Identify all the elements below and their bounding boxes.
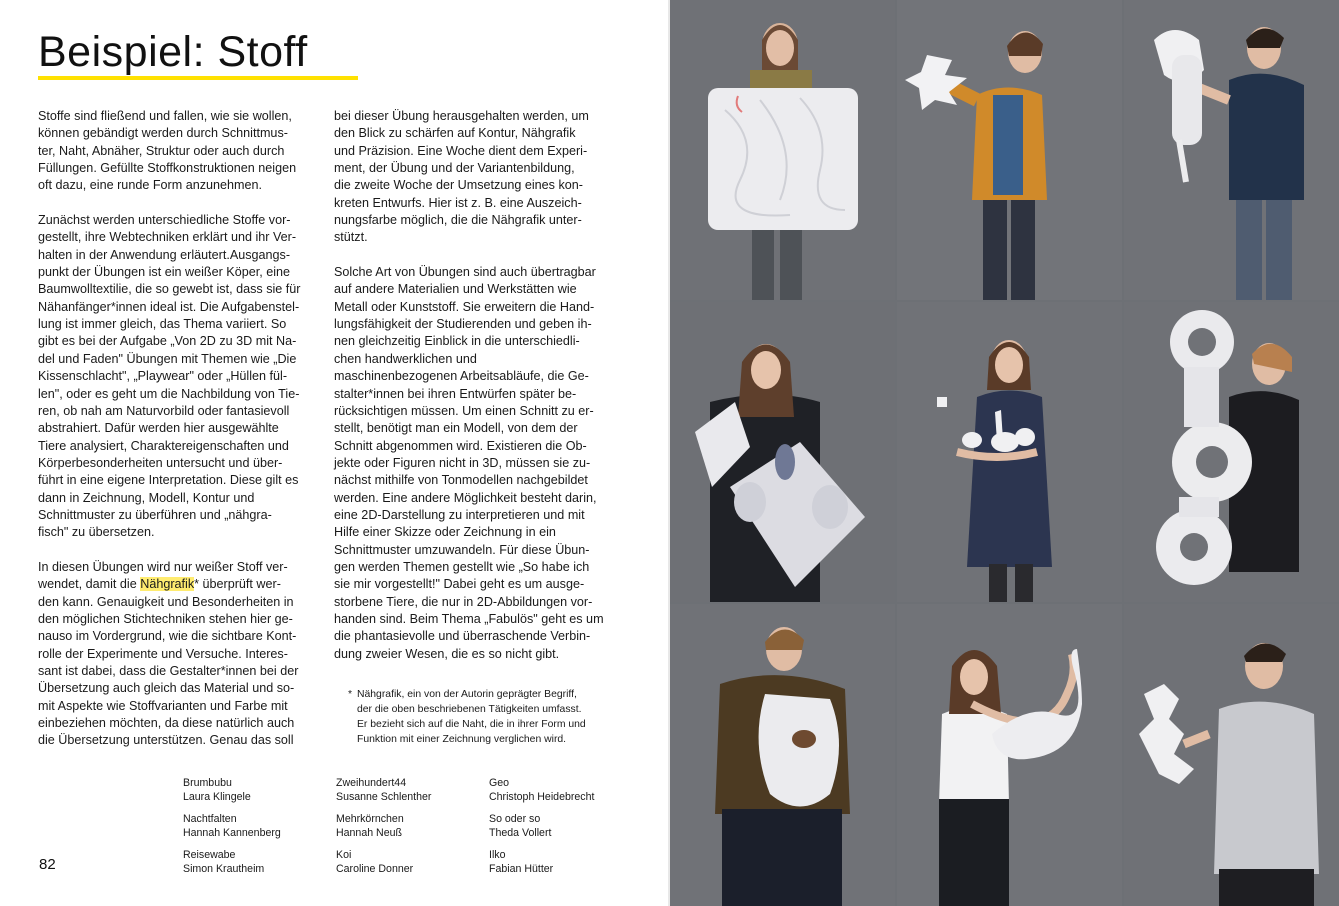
text-line: ren, ob nah am Naturvorbild oder fantasievoll — [38, 403, 290, 418]
credit-entry — [336, 812, 476, 840]
title-underline — [38, 76, 358, 80]
credit-entry — [183, 848, 323, 876]
photo-zweihundert44 — [897, 0, 1122, 300]
footnote-line: Er bezieht sich auf die Naht, die in ihrer Form und — [357, 719, 586, 730]
text-line: eine 2D-Darstellung zu interpretieren und mit — [334, 507, 585, 522]
text-line: stützt. — [334, 230, 368, 245]
text-line — [38, 195, 326, 212]
photo-ilko — [1124, 604, 1339, 906]
text-line: Baumwolltextilie, die so gewebt ist, dass sie für — [38, 282, 301, 297]
page-title: Beispiel: Stoff — [38, 28, 308, 76]
text-line: Tiere analysiert, Charaktereigenschaften und — [38, 438, 289, 453]
credit-entry — [183, 776, 323, 804]
text-line: Körperbesonderheiten untersucht und über- — [38, 455, 283, 470]
credit-title: Ilko — [489, 849, 506, 861]
text-line: fisch" zu übersetzen. — [38, 525, 155, 540]
credit-name: Fabian Hütter — [489, 863, 554, 875]
text-line: abstrahiert. Dafür werden hier ausgewählte — [38, 421, 279, 436]
text-line: dann in Zeichnung, Modell, Kontur und — [38, 490, 255, 505]
credit-name: Hannah Neuß — [336, 827, 402, 839]
text-line: die zweite Woche der Umsetzung eines kon- — [334, 178, 583, 193]
photo-brumbubu — [670, 0, 895, 300]
footnote — [348, 687, 619, 747]
text-line: den kann. Genauigkeit und Besonderheiten in — [38, 594, 294, 609]
credit-title: Geo — [489, 777, 510, 789]
credit-title: Brumbubu — [183, 777, 232, 789]
credit-name: Laura Klingele — [183, 791, 251, 803]
text-line: Füllungen. Gefüllte Stoffkonstruktionen neigen — [38, 161, 297, 176]
credit-title: Reisewabe — [183, 849, 236, 861]
text-line: bei dieser Übung herausgehalten werden, um — [334, 109, 589, 123]
credit-entry — [489, 776, 629, 804]
column-1-end-lines — [38, 594, 326, 750]
naehgrafik-highlight: Nähgrafik — [140, 577, 195, 592]
credit-name: Susanne Schlenther — [336, 791, 432, 803]
text-line: einbeziehen möchten, da diese natürlich auch — [38, 716, 295, 731]
photo-so-oder-so — [1124, 302, 1339, 602]
text-line: nächst mithilfe von Tonmodellen nachgebildet — [334, 473, 588, 488]
photo-nachtfalten — [670, 302, 895, 602]
photo-geo — [1124, 0, 1339, 300]
credit-title: So oder so — [489, 813, 541, 825]
highlight-before: wendet, damit die — [38, 577, 141, 592]
column-1-lines — [38, 108, 326, 576]
page-number: 82 — [39, 856, 56, 873]
text-line: führt in eine eigene Interpretation. Diese gilt es — [38, 473, 299, 488]
credit-name: Theda Vollert — [489, 827, 552, 839]
credit-entry — [336, 776, 476, 804]
text-line: den Blick zu schärfen auf Kontur, Nähgrafik — [334, 126, 576, 141]
text-line: Nähanfänger*innen ideal ist. Die Aufgabenstel- — [38, 299, 300, 314]
text-line: stellt, benötigt man ein Modell, von dem der — [334, 421, 578, 436]
photo-koi — [897, 604, 1122, 906]
text-line: werden. Eine andere Möglichkeit besteht darin, — [334, 490, 597, 505]
text-line: chen handwerklichen und — [334, 351, 477, 366]
text-line: sie mir vorgestellt!" Dabei geht es um ausge- — [334, 577, 585, 592]
text-line: oft dazu, eine runde Form anzunehmen. — [38, 178, 263, 193]
photo-mehrkoernchen — [897, 302, 1122, 602]
text-line: rolle der Experimente und Versuche. Interes- — [38, 646, 288, 661]
text-line: sant ist dabei, dass die Gestalter*innen bei der — [38, 664, 299, 678]
text-line: mit Aspekte wie Stoffvarianten und Farbe mit — [38, 698, 288, 713]
credit-entry — [183, 812, 323, 840]
footnote-line: Funktion mit einer Zeichnung verglichen wird. — [357, 734, 567, 745]
credit-entry — [489, 812, 629, 840]
text-line: In diesen Übungen wird nur weißer Stoff ver- — [38, 559, 288, 574]
credit-name: Hannah Kannenberg — [183, 827, 281, 839]
footnote-line: Nähgrafik, ein von der Autorin geprägter Begriff, — [357, 689, 577, 700]
text-line: Schnittmuster umzuwandeln. Für diese Übun- — [334, 542, 590, 557]
text-line: nen gleichzeitig Einblick in die unterschiedli- — [334, 334, 580, 349]
text-line: Übersetzung auch gleich das Material und so- — [38, 681, 295, 696]
text-line: die phantasievolle und überraschende Verbin- — [334, 629, 591, 644]
text-line: ter, Naht, Abnäher, Struktur oder auch durch — [38, 143, 285, 158]
text-line: ment, der Übung und der Variantenbildung, — [334, 161, 575, 176]
photo-page — [670, 0, 1339, 906]
text-line — [334, 247, 622, 264]
credit-name: Simon Krautheim — [183, 863, 265, 875]
text-line — [38, 542, 326, 559]
text-line: punkt der Übungen ist ein weißer Köper, eine — [38, 265, 291, 280]
footnote-lines — [357, 687, 619, 747]
text-line: die Übersetzung unterstützen. Genau das soll — [38, 733, 294, 748]
highlight-line — [38, 576, 326, 593]
text-line: Schnittmuster zu überführen und „nähgra- — [38, 507, 272, 522]
text-line: len", oder es geht um die Nachbildung von Tie- — [38, 386, 300, 401]
text-line: nungsfarbe möglich, die die Nähgrafik unter- — [334, 213, 582, 228]
column-2-lines — [334, 108, 622, 663]
footnote-star: * — [348, 689, 353, 700]
text-line: und Präzision. Eine Woche dient dem Experi- — [334, 143, 588, 158]
text-line: del und Faden" Übungen mit Themen wie „Die — [38, 351, 297, 366]
text-line: halten in der Anwendung erläutert.Ausgangs- — [38, 247, 291, 262]
text-line: Stoffe sind fließend und fallen, wie sie wollen, — [38, 109, 292, 123]
text-line: Schnitt abgenommen wird. Existieren die Ob- — [334, 438, 587, 453]
text-line: Zunächst werden unterschiedliche Stoffe vor- — [38, 213, 291, 228]
text-line: kreten Entwurfs. Hier ist z. B. eine Auszeich- — [334, 195, 582, 210]
text-line: maschinenbezogenen Arbeitsabläufe, die Ge- — [334, 369, 589, 384]
text-line: gibt es bei der Aufgabe „Von 2D zu 3D mit Na- — [38, 334, 297, 349]
text-column-2 — [334, 108, 622, 663]
text-line: Hilfe einer Skizze oder Zeichnung in ein — [334, 525, 556, 540]
text-line: auf andere Materialien und Werkstätten wie — [334, 282, 577, 297]
text-line: den möglichen Stichtechniken stehen hier ge- — [38, 611, 293, 626]
credit-title: Koi — [336, 849, 352, 861]
text-line: gestellt, ihre Webtechniken erklärt und ihr Ver- — [38, 230, 297, 245]
text-line: Kissenschlacht", „Playwear" oder „Hüllen fül- — [38, 369, 288, 384]
text-line: nauso im Vordergrund, wie die sichtbare Kont- — [38, 629, 297, 644]
text-column-1 — [38, 108, 326, 750]
text-line: lung ist immer gleich, das Thema variiert. So — [38, 317, 287, 332]
footnote-line: der die oben beschriebenen Tätigkeiten umfasst. — [357, 704, 582, 715]
credit-entry — [336, 848, 476, 876]
credit-name: Caroline Donner — [336, 863, 414, 875]
credit-name: Christoph Heidebrecht — [489, 791, 595, 803]
text-line: gen werden Themen gestellt wie „So habe ich — [334, 559, 590, 574]
text-line: dung zweier Wesen, die es so nicht gibt. — [334, 646, 560, 661]
highlight-after: * überprüft wer- — [194, 577, 281, 592]
text-line: Solche Art von Übungen sind auch übertragbar — [334, 265, 596, 280]
text-line: rücksichtigen müssen. Um einen Schnitt zu er- — [334, 403, 594, 418]
text-line: Metall oder Kunststoff. Sie erweitern die Hand- — [334, 299, 595, 314]
text-line: können gebändigt werden durch Schnittmus- — [38, 126, 288, 141]
credit-entry — [489, 848, 629, 876]
credit-title: Mehrkörnchen — [336, 813, 404, 825]
photo-reisewabe — [670, 604, 895, 906]
text-line: lungsfähigkeit der Studierenden und geben ih- — [334, 317, 592, 332]
text-line: jekte oder Figuren nicht in 3D, müssen sie zu- — [334, 455, 591, 470]
text-line: handen sind. Beim Thema „Fabulös" geht es um — [334, 611, 604, 626]
text-line: storbene Tiere, die nur in 2D-Abbildungen vor- — [334, 594, 593, 609]
text-line: stalter*innen bei ihren Entwürfen später be- — [334, 386, 577, 401]
credit-title: Zweihundert44 — [336, 777, 407, 789]
left-page — [0, 0, 668, 906]
credit-title: Nachtfalten — [183, 813, 237, 825]
